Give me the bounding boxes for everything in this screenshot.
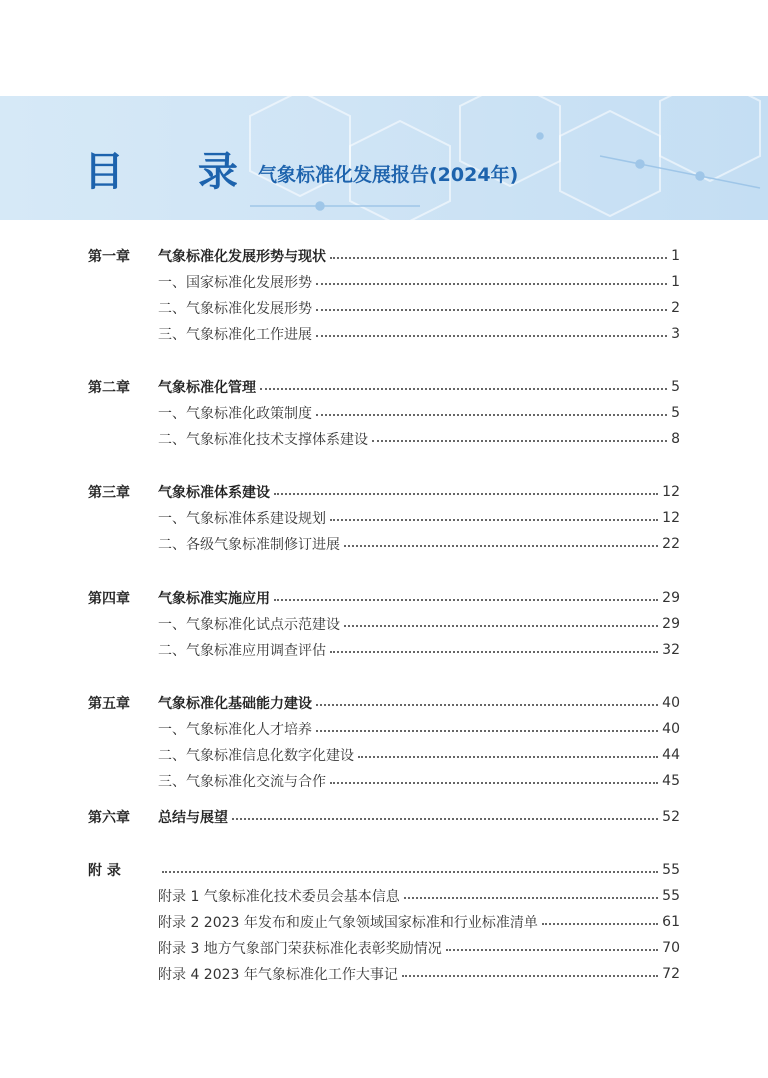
toc-chapter-3[interactable] <box>88 481 680 503</box>
section-title: 二、气象标准信息化数字化建设 <box>158 748 354 764</box>
toc-chapter-6[interactable] <box>88 806 680 828</box>
page-number: 70 <box>662 940 680 956</box>
page-number: 40 <box>662 721 680 737</box>
leader-dots <box>316 283 667 285</box>
leader-dots <box>344 545 658 547</box>
page-number: 22 <box>662 536 680 552</box>
leader-dots <box>316 335 667 337</box>
toc-chapter-1[interactable] <box>88 245 680 267</box>
leader-dots <box>260 388 667 390</box>
section-title: 一、气象标准化试点示范建设 <box>158 617 340 633</box>
chapter-title: 气象标准体系建设 <box>158 485 270 501</box>
toc-chapter-2[interactable] <box>88 376 680 398</box>
toc-appendix-item[interactable] <box>158 963 680 985</box>
page-number: 3 <box>671 326 680 342</box>
toc-appendix-item[interactable] <box>158 885 680 907</box>
appendix-title: 附录 2 2023 年发布和废止气象领域国家标准和行业标准清单 <box>158 915 538 931</box>
section-title: 三、气象标准化工作进展 <box>158 327 312 343</box>
toc-section[interactable] <box>158 507 680 529</box>
leader-dots <box>404 897 658 899</box>
leader-dots <box>330 519 658 521</box>
toc-section[interactable] <box>158 323 680 345</box>
chapter-title: 气象标准实施应用 <box>158 591 270 607</box>
toc-appendix-item[interactable] <box>158 911 680 933</box>
chapter-number: 第五章 <box>88 696 130 712</box>
toc-chapter-5[interactable] <box>88 692 680 714</box>
toc-section[interactable] <box>158 718 680 740</box>
toc-section[interactable] <box>158 613 680 635</box>
section-title: 一、气象标准化政策制度 <box>158 406 312 422</box>
chapter-number: 第一章 <box>88 249 130 265</box>
page-number: 1 <box>671 248 680 264</box>
page-number: 1 <box>671 274 680 290</box>
toc-section[interactable] <box>158 533 680 555</box>
chapter-title: 气象标准化管理 <box>158 380 256 396</box>
appendix-title: 附录 4 2023 年气象标准化工作大事记 <box>158 967 398 983</box>
leader-dots <box>274 493 658 495</box>
page-number: 5 <box>671 405 680 421</box>
chapter-title: 总结与展望 <box>158 810 228 826</box>
leader-dots <box>162 871 658 873</box>
chapter-number: 第二章 <box>88 380 130 396</box>
page-number: 8 <box>671 431 680 447</box>
page-number: 72 <box>662 966 680 982</box>
toc-section[interactable] <box>158 402 680 424</box>
section-title: 一、气象标准化人才培养 <box>158 722 312 738</box>
leader-dots <box>402 975 658 977</box>
appendix-title: 附录 3 地方气象部门荣获标准化表彰奖励情况 <box>158 941 442 957</box>
leader-dots <box>316 309 667 311</box>
page-number: 2 <box>671 300 680 316</box>
leader-dots <box>372 440 667 442</box>
page-title: 目 录 <box>84 149 268 195</box>
leader-dots <box>316 730 658 732</box>
page-number: 5 <box>671 379 680 395</box>
toc-section[interactable] <box>158 271 680 293</box>
leader-dots <box>274 599 658 601</box>
toc-chapter-4[interactable] <box>88 587 680 609</box>
toc-section[interactable] <box>158 639 680 661</box>
leader-dots <box>358 756 658 758</box>
page-number: 29 <box>662 590 680 606</box>
page-number: 12 <box>662 510 680 526</box>
appendix-title: 附录 1 气象标准化技术委员会基本信息 <box>158 889 400 905</box>
page-number: 45 <box>662 773 680 789</box>
page-number: 61 <box>662 914 680 930</box>
section-title: 二、各级气象标准制修订进展 <box>158 537 340 553</box>
chapter-number: 第六章 <box>88 810 130 826</box>
section-title: 二、气象标准应用调查评估 <box>158 643 326 659</box>
section-title: 一、国家标准化发展形势 <box>158 275 312 291</box>
page-number: 55 <box>662 888 680 904</box>
leader-dots <box>542 923 658 925</box>
leader-dots <box>330 651 658 653</box>
chapter-number: 第三章 <box>88 485 130 501</box>
appendix-heading: 附 录 <box>88 863 121 879</box>
report-subtitle: 气象标准化发展报告(2024年) <box>258 164 519 186</box>
page-number: 40 <box>662 695 680 711</box>
leader-dots <box>316 414 667 416</box>
leader-dots <box>330 257 667 259</box>
leader-dots <box>344 625 658 627</box>
toc-section[interactable] <box>158 744 680 766</box>
chapter-title: 气象标准化基础能力建设 <box>158 696 312 712</box>
page-number: 32 <box>662 642 680 658</box>
toc-section[interactable] <box>158 770 680 792</box>
section-title: 二、气象标准化发展形势 <box>158 301 312 317</box>
section-title: 二、气象标准化技术支撑体系建设 <box>158 432 368 448</box>
toc-appendix-item[interactable] <box>158 937 680 959</box>
leader-dots <box>330 782 658 784</box>
page-number: 12 <box>662 484 680 500</box>
page-number: 52 <box>662 809 680 825</box>
leader-dots <box>232 818 658 820</box>
toc-section[interactable] <box>158 428 680 450</box>
chapter-title: 气象标准化发展形势与现状 <box>158 249 326 265</box>
toc-section[interactable] <box>158 297 680 319</box>
page-number: 55 <box>662 862 680 878</box>
page-number: 29 <box>662 616 680 632</box>
toc-appendix[interactable] <box>88 859 680 881</box>
section-title: 一、气象标准体系建设规划 <box>158 511 326 527</box>
leader-dots <box>446 949 658 951</box>
section-title: 三、气象标准化交流与合作 <box>158 774 326 790</box>
page-number: 44 <box>662 747 680 763</box>
chapter-number: 第四章 <box>88 591 130 607</box>
leader-dots <box>316 704 658 706</box>
